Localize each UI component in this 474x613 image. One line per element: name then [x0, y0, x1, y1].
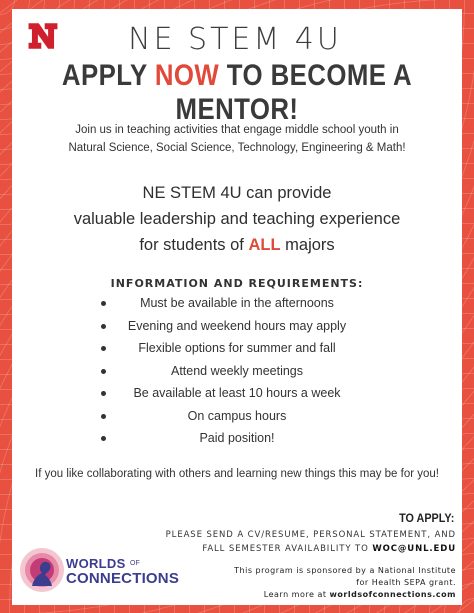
- email-link[interactable]: WOC@UNL.EDU: [372, 544, 456, 554]
- bullet-icon: [101, 414, 106, 419]
- woc-word1: WORLDS: [66, 556, 126, 571]
- requirement-text: Be available at least 10 hours a week: [133, 386, 341, 400]
- requirement-text: Attend weekly meetings: [170, 363, 303, 378]
- list-item: [0, 360, 474, 383]
- list-item: [0, 337, 474, 360]
- bullet-icon: [101, 346, 106, 351]
- bullet-icon: [101, 301, 106, 306]
- apply-heading: TO APPLY:: [398, 511, 454, 525]
- provide-highlight: ALL: [248, 236, 281, 254]
- apply-line: [126, 542, 456, 556]
- requirements-heading: INFORMATION AND REQUIREMENTS:: [110, 277, 364, 290]
- bullet-icon: [101, 436, 106, 441]
- requirement-text: Paid position!: [199, 431, 275, 445]
- sponsor-line: for Health SEPA grant.: [356, 578, 456, 587]
- headline-highlight: NOW: [154, 59, 220, 92]
- requirement-text: Flexible options for summer and fall: [138, 341, 336, 355]
- intro-line: Natural Science, Social Science, Technology, Engineering & Math!: [68, 142, 406, 154]
- provide-line3-after: majors: [280, 236, 335, 254]
- requirement-text: Evening and weekend hours may apply: [127, 318, 347, 333]
- worlds-of-connections-logo-icon: [18, 542, 66, 598]
- sponsor-line: [196, 589, 456, 601]
- provide-text: [30, 180, 444, 258]
- provide-line3-before: for students of: [139, 236, 249, 254]
- bullet-icon: [101, 391, 106, 396]
- list-item: [0, 427, 474, 450]
- woc-of: OF: [130, 560, 140, 567]
- list-item: [0, 292, 474, 315]
- website-link[interactable]: worldsofconnections.com: [329, 590, 456, 599]
- apply-line: PLEASE SEND A CV/RESUME, PERSONAL STATEMENT, AND: [165, 530, 456, 540]
- list-item: [0, 405, 474, 428]
- apply-line2-text: FALL SEMESTER AVAILABILITY TO: [202, 544, 373, 554]
- list-item: [0, 382, 474, 405]
- headline-after: TO BECOME A MENTOR!: [175, 59, 413, 126]
- sponsor-line: This program is sponsored by a National Institute: [234, 566, 456, 575]
- woc-word2: CONNECTIONS: [66, 570, 180, 587]
- sponsor-text: [196, 565, 456, 601]
- list-item: [0, 315, 474, 338]
- intro-line: Join us in teaching activities that engage middle school youth in: [75, 124, 399, 136]
- apply-instructions: [126, 528, 456, 556]
- headline-before: APPLY: [61, 59, 155, 92]
- requirement-text: On campus hours: [187, 408, 287, 423]
- intro-text: [40, 121, 434, 157]
- provide-line: [30, 232, 444, 258]
- sponsor-line3-text: Learn more at: [263, 590, 330, 599]
- closing-text: If you like collaborating with others and learning new things this may be for you!: [35, 468, 439, 480]
- provide-line: valuable leadership and teaching experience: [73, 210, 401, 228]
- provide-line: NE STEM 4U can provide: [142, 184, 332, 202]
- bullet-icon: [101, 369, 106, 374]
- woc-wordmark: [66, 556, 179, 586]
- bullet-icon: [101, 324, 106, 329]
- requirements-list: [0, 292, 474, 450]
- requirement-text: Must be available in the afternoons: [140, 296, 334, 310]
- headline: [33, 59, 441, 127]
- program-title: NE STEM 4U: [128, 22, 342, 57]
